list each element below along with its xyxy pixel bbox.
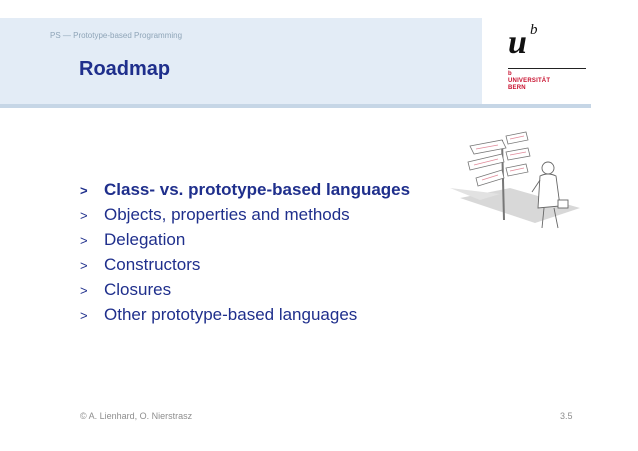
logo-wordmark — [508, 71, 550, 92]
roadmap-item-delegation — [80, 230, 410, 255]
footer-copyright: © A. Lienhard, O. Nierstrasz — [80, 411, 193, 421]
page-number: 3.5 — [560, 411, 573, 421]
bullet-marker: > — [80, 208, 88, 223]
roadmap-item-closures — [80, 280, 410, 305]
signpost-with-traveler-illustration — [440, 128, 590, 240]
bullet-marker: > — [80, 283, 88, 298]
roadmap-item-label: Objects, properties and methods — [104, 205, 350, 224]
logo-divider — [508, 68, 586, 69]
bullet-marker: > — [80, 183, 88, 198]
logo-line-3: BERN — [508, 85, 526, 91]
roadmap-item-label: Constructors — [104, 255, 201, 274]
roadmap-item-class-vs-prototype — [80, 180, 410, 205]
roadmap-item-other-languages — [80, 305, 410, 330]
header-divider — [0, 104, 591, 108]
bullet-marker: > — [80, 308, 88, 323]
logo-line-2: UNIVERSITÄT — [508, 78, 551, 84]
bullet-marker: > — [80, 258, 88, 273]
bullet-marker: > — [80, 233, 88, 248]
roadmap-item-objects — [80, 205, 410, 230]
roadmap-item-label: Class- vs. prototype-based languages — [104, 180, 411, 199]
roadmap-item-label: Delegation — [104, 230, 186, 249]
university-logo — [500, 20, 592, 96]
roadmap-item-label: Other prototype-based languages — [104, 305, 358, 324]
logo-letter: u — [508, 24, 527, 61]
roadmap-list — [80, 180, 410, 330]
logo-line-1: b — [508, 71, 512, 77]
page-title: Roadmap — [79, 58, 171, 80]
logo-superscript: b — [530, 22, 538, 38]
roadmap-item-constructors — [80, 255, 410, 280]
course-label: PS — Prototype-based Programming — [50, 31, 183, 40]
roadmap-item-label: Closures — [104, 280, 172, 299]
